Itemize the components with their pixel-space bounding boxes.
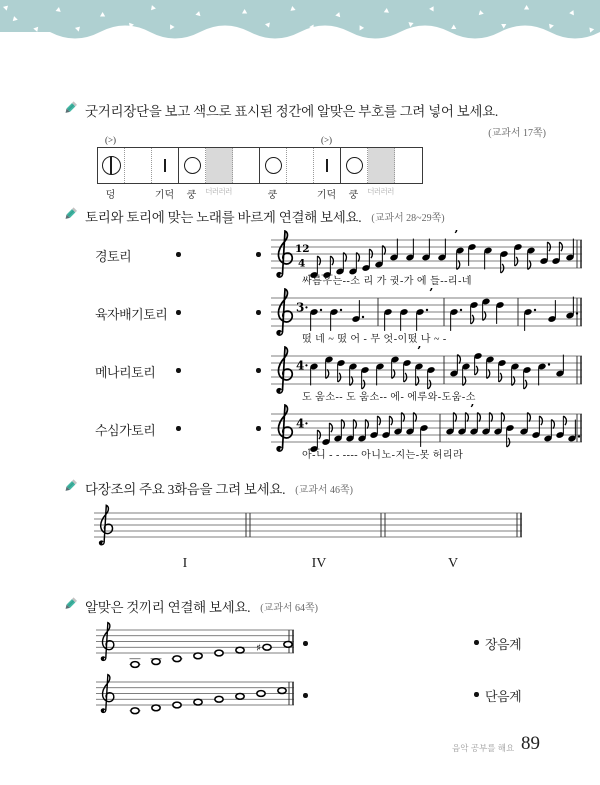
tori-label-yukjabaegitori: 육자배기토리 [95, 307, 168, 322]
svg-text:4·: 4· [296, 358, 309, 373]
pencil-icon [62, 478, 78, 494]
question-2-ref: (교과서 28~29쪽) [371, 213, 445, 224]
chord-label-I: I [182, 556, 188, 571]
svg-text:’: ’ [429, 288, 434, 301]
svg-text:3·: 3· [296, 300, 309, 315]
pencil-icon [62, 206, 78, 222]
footer-section-label: 음악 공부를 해요 [452, 743, 515, 753]
question-1-prompt: 굿거리장단을 보고 색으로 표시된 정간에 알맞은 부호를 그려 넣어 보세요. [85, 104, 498, 119]
jangdan-symbol-kung [265, 157, 282, 174]
question-3-header [62, 478, 353, 498]
jangdan-cell [179, 148, 206, 183]
pencil-icon [62, 596, 78, 612]
tori-label-gyeongtori: 경토리 [95, 249, 132, 264]
scale-staff-2 [95, 670, 297, 722]
header-wave-band [0, 0, 600, 48]
tori-label-susimgatori: 수심가토리 [95, 423, 156, 438]
jangdan-labels [97, 186, 421, 201]
tori-lyrics-4: 아-니 - - ---- 아니노-지는-못 허리라 [302, 450, 464, 461]
connect-dot-right[interactable] [256, 310, 261, 315]
connect-dot-left[interactable] [303, 693, 308, 698]
jangdan-cell-fill-target[interactable] [206, 148, 233, 183]
jangdan-syllable-label: 쿵 [267, 190, 278, 201]
question-2-prompt: 토리와 토리에 맞는 노래를 바르게 연결해 보세요. [85, 210, 362, 225]
scale-staff-1 [95, 618, 297, 670]
answer-label-minor-scale: 단음계 [485, 689, 522, 704]
tori-row [0, 346, 600, 404]
connect-dot-right[interactable] [256, 252, 261, 257]
jangdan-cell [341, 148, 368, 183]
jangdan-symbol-gideok [164, 159, 166, 172]
jangdan-syllable-label: 덩 [105, 190, 116, 201]
jangdan-table [97, 147, 423, 184]
jangdan-syllable-label: 쿵 [348, 190, 359, 201]
jangdan-cell [314, 148, 341, 183]
tori-row [0, 230, 600, 288]
jangdan-cell [152, 148, 179, 183]
jangdan-symbol-kung [184, 157, 201, 174]
question-1-header [62, 100, 498, 120]
jangdan-cell [98, 148, 125, 183]
accent-mark: (>) [320, 135, 333, 145]
connect-dot-right[interactable] [256, 426, 261, 431]
question-4-ref: (교과서 64쪽) [260, 603, 319, 614]
question-3-ref: (교과서 46쪽) [295, 485, 354, 496]
jangdan-syllable-label: 더러러러 [367, 187, 394, 196]
question-3-prompt: 다장조의 주요 3화음을 그려 보세요. [85, 482, 286, 497]
tori-label-menaritori: 메나리토리 [95, 365, 156, 380]
svg-text:’: ’ [454, 230, 459, 243]
tori-lyrics-3: 도 움소-- 도 움소-- 에- 에루와-도움-소 [302, 392, 476, 403]
question-1-ref: (교과서 17쪽) [488, 128, 546, 139]
connect-dot-left[interactable] [176, 252, 181, 257]
accent-mark: (>) [104, 135, 117, 145]
jangdan-symbol-gideok [326, 159, 328, 172]
question-2-header [62, 206, 445, 226]
connect-dot-left[interactable] [176, 426, 181, 431]
tori-lyrics-2: 떴 네 ~ 떴 어 - 무 엇-이떴 나 ~ - [302, 334, 447, 345]
jangdan-cell [233, 148, 260, 183]
tori-lyrics-1: 싸름우는--소 리 가 귓-가 에 들--리-네 [302, 276, 473, 287]
jangdan-cell [125, 148, 152, 183]
connect-dot-left[interactable] [176, 310, 181, 315]
tori-row [0, 288, 600, 346]
jangdan-syllable-label: 더러러러 [205, 187, 232, 196]
jangdan-symbol-deong [102, 156, 121, 175]
svg-text:’: ’ [417, 346, 422, 359]
jangdan-cell [395, 148, 422, 183]
svg-text:4·: 4· [296, 416, 309, 431]
jangdan-symbol-kung [346, 157, 363, 174]
question-4-prompt: 알맞은 것끼리 연결해 보세요. [85, 600, 251, 615]
pencil-icon [62, 100, 78, 116]
jangdan-accents [97, 135, 421, 145]
svg-text:12: 12 [295, 242, 310, 255]
question-4-header [62, 596, 318, 616]
jangdan-syllable-label: 기덕 [154, 190, 175, 201]
jangdan-syllable-label: 기덕 [316, 190, 337, 201]
jangdan-cell [260, 148, 287, 183]
answer-label-major-scale: 장음계 [485, 637, 522, 652]
chord-staff[interactable] [93, 503, 525, 551]
tori-row [0, 404, 600, 462]
connect-dot-right[interactable] [474, 692, 479, 697]
connect-dot-right[interactable] [256, 368, 261, 373]
svg-text:♯: ♯ [256, 642, 261, 654]
svg-text:4: 4 [298, 257, 306, 270]
chord-label-V: V [447, 556, 459, 571]
connect-dot-left[interactable] [176, 368, 181, 373]
chord-label-IV: IV [311, 556, 327, 571]
jangdan-cell-fill-target[interactable] [368, 148, 395, 183]
jangdan-syllable-label: 쿵 [186, 190, 197, 201]
connect-dot-left[interactable] [303, 641, 308, 646]
jangdan-cell [287, 148, 314, 183]
connect-dot-right[interactable] [474, 640, 479, 645]
svg-text:’: ’ [470, 404, 475, 417]
page-number: 89 [521, 733, 540, 754]
